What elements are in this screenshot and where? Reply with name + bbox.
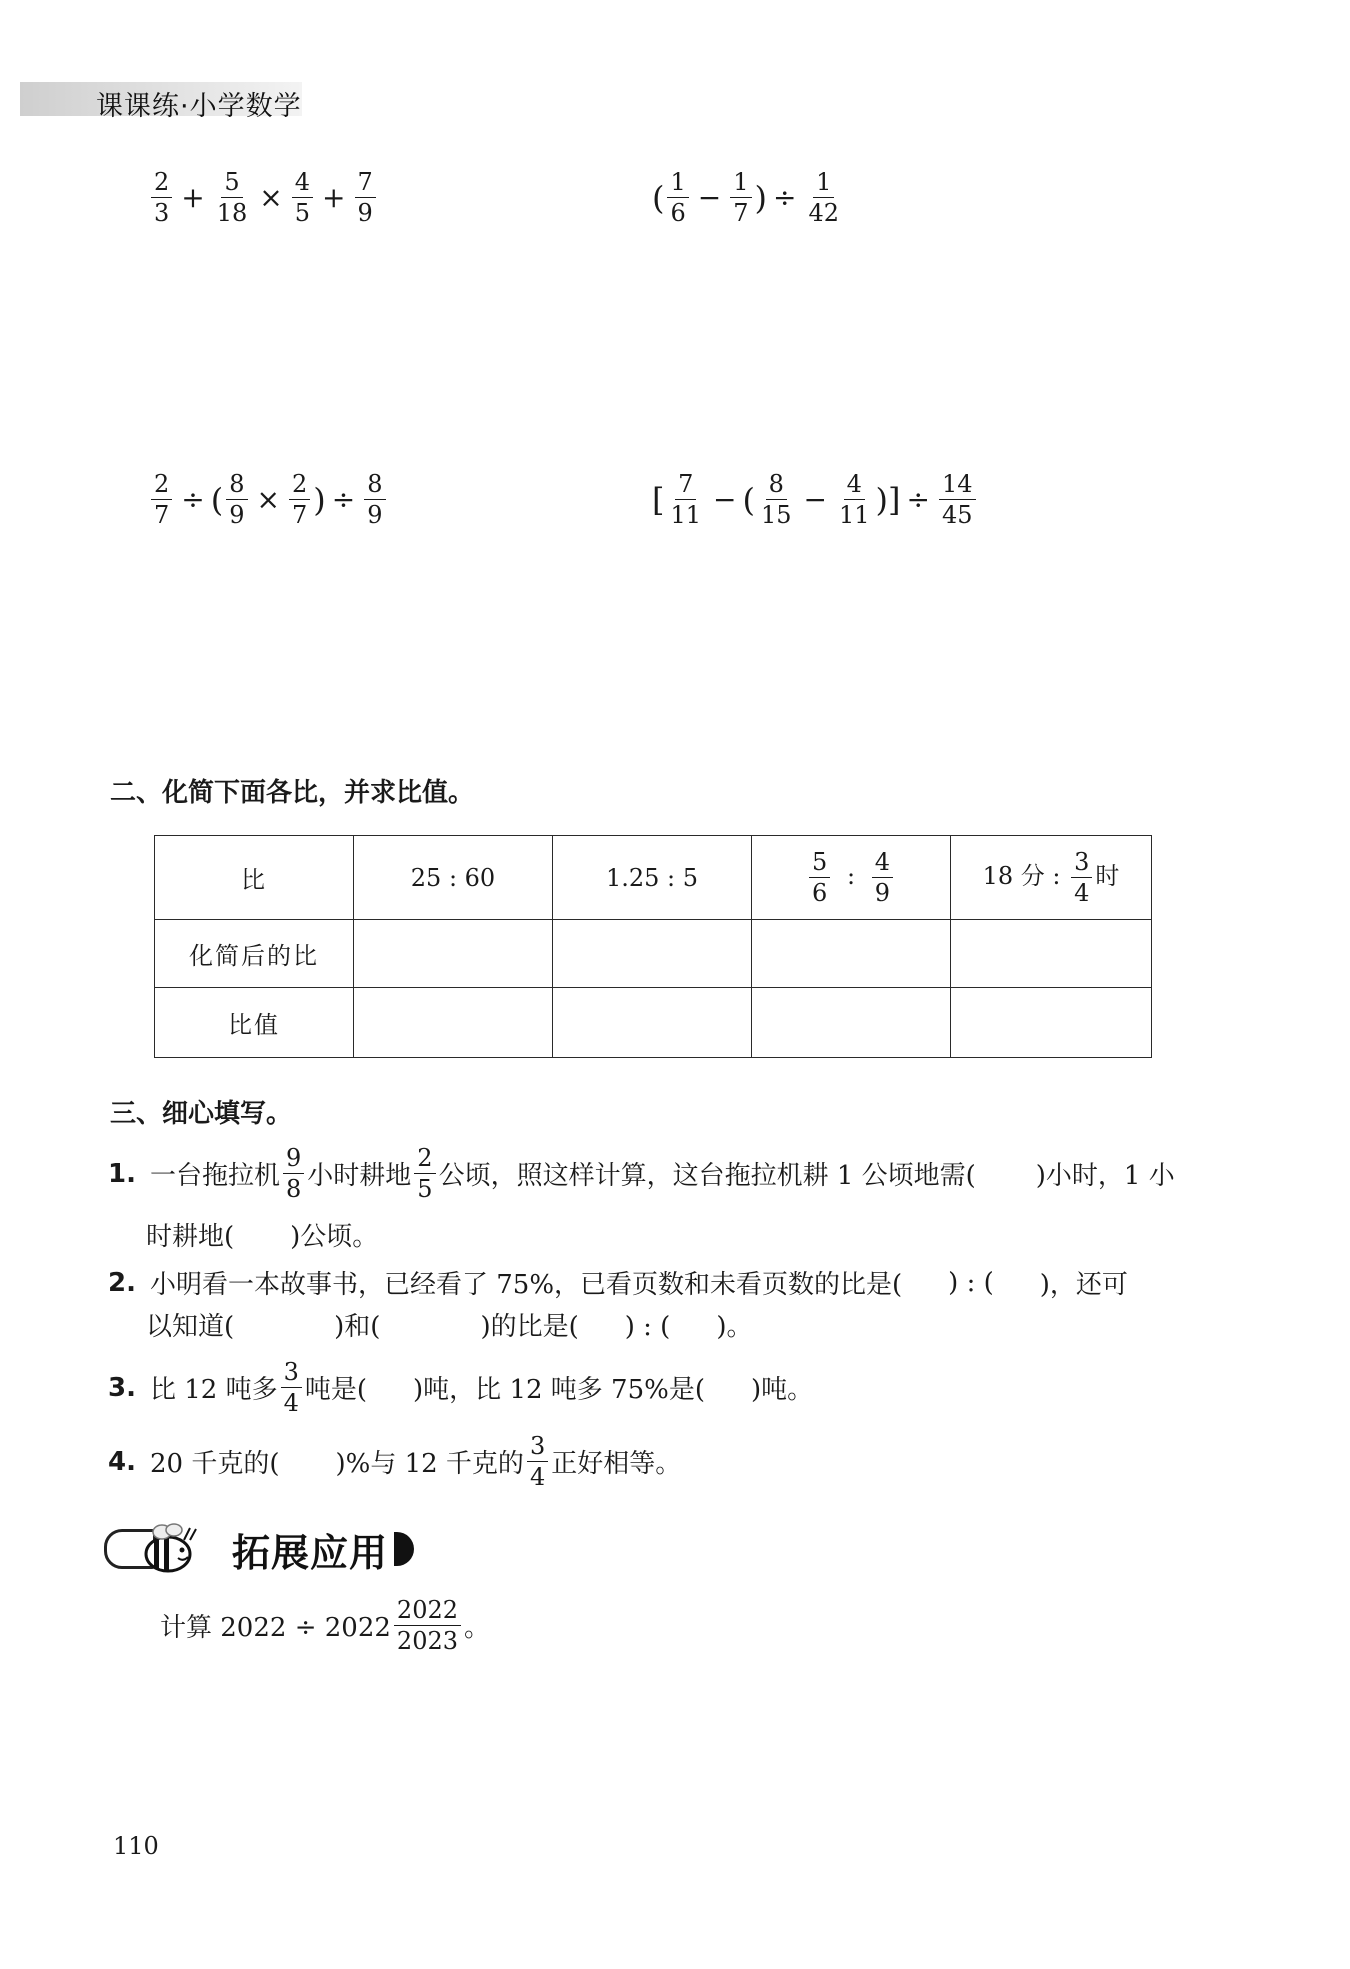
- cell-ratio-3: $\frac{5}{6}$ : $\frac{4}{9}$: [752, 836, 951, 920]
- row-label-ratio: 比: [155, 836, 354, 920]
- section-2-title: 二、化简下面各比，并求比值。: [110, 778, 475, 808]
- bee-icon: [138, 1520, 202, 1578]
- fraction: $\frac{7}{9}$: [355, 170, 376, 225]
- cell-ratio-1: 25 : 60: [354, 836, 553, 920]
- section-3-title: 三、细心填写。: [110, 1099, 293, 1129]
- expression-1: $\frac{2}{3}$ + $\frac{5}{18}$ × $\frac{4}{5}$ + $\frac{7}{9}$: [148, 170, 379, 225]
- header-title: 课课练·小学数学: [96, 91, 302, 122]
- fraction: $\frac{7}{11}$: [670, 470, 702, 529]
- cell-ratio-4: 18 分 : $\frac{3}{4}$ 时: [951, 836, 1152, 920]
- row-label-simplified: 化简后的比: [155, 920, 354, 988]
- answer-cell[interactable]: [752, 920, 951, 988]
- fraction: $\frac{5}{18}$: [216, 168, 248, 227]
- answer-cell[interactable]: [951, 988, 1152, 1058]
- question-1: 1. 一台拖拉机 $\frac{9}{8}$ 小时耕地 $\frac{2}{5}$ 公顷，照这样计算，这台拖拉机耕 1 公顷地需( )小时，1 小: [108, 1144, 1175, 1203]
- expression-4: [ $\frac{7}{11}$ − ( $\frac{8}{15}$ − $\frac{4}{11}$ ) ] ÷ $\frac{14}{45}$: [652, 472, 979, 527]
- question-2: 2. 小明看一本故事书，已经看了 75%，已看页数和未看页数的比是( ) : ( )，还可: [108, 1267, 1128, 1300]
- question-4: 4. 20 千克的( )%与 12 千克的 $\frac{3}{4}$ 正好相等。: [108, 1432, 682, 1491]
- table-row: [155, 836, 1152, 920]
- extension-banner: [104, 1520, 414, 1578]
- question-1-line-2: 时耕地( )公顷。: [146, 1222, 379, 1252]
- expression-3: $\frac{2}{7}$ ÷ ( $\frac{8}{9}$ × $\frac{2}{7}$ ) ÷ $\frac{8}{9}$: [148, 472, 389, 527]
- fraction: $\frac{2}{3}$: [151, 170, 172, 225]
- answer-cell[interactable]: [951, 920, 1152, 988]
- fraction: $\frac{4}{11}$: [839, 470, 870, 529]
- cell-ratio-2: 1.25 : 5: [553, 836, 752, 920]
- table-row: [155, 920, 1152, 988]
- answer-cell[interactable]: [553, 988, 752, 1058]
- page-number: 110: [113, 1832, 159, 1860]
- fraction: $\frac{8}{9}$: [226, 472, 247, 527]
- ratio-table: [154, 835, 1152, 1058]
- answer-cell[interactable]: [752, 988, 951, 1058]
- table-row: [155, 988, 1152, 1058]
- fraction: $\frac{1}{7}$: [730, 170, 751, 225]
- extension-title: 拓展应用: [232, 1530, 389, 1575]
- question-2-line-2: 以知道( )和( )的比是( ) : ( )。: [146, 1312, 753, 1342]
- fraction: $\frac{1}{6}$: [667, 170, 688, 225]
- answer-cell[interactable]: [354, 988, 553, 1058]
- fraction: $\frac{1}{42}$: [808, 168, 840, 227]
- expression-2: ( $\frac{1}{6}$ − $\frac{1}{7}$ ) ÷ $\frac{1}{42}$: [652, 170, 845, 225]
- row-label-value: 比值: [155, 988, 354, 1058]
- question-3: 3. 比 12 吨多 $\frac{3}{4}$ 吨是( )吨，比 12 吨多 75%是( )吨。: [108, 1358, 814, 1417]
- fraction: $\frac{8}{9}$: [364, 472, 385, 527]
- fraction: $\frac{14}{45}$: [939, 472, 976, 527]
- answer-cell[interactable]: [354, 920, 553, 988]
- fraction: $\frac{8}{15}$: [760, 470, 792, 529]
- banner-tail-icon: [394, 1532, 414, 1566]
- answer-cell[interactable]: [553, 920, 752, 988]
- fraction: $\frac{2}{7}$: [151, 472, 172, 527]
- extension-problem: 计算 2022 ÷ 2022 $\frac{2022}{2023}$ 。: [160, 1596, 491, 1655]
- fraction: $\frac{4}{5}$: [292, 170, 313, 225]
- fraction: $\frac{2}{7}$: [289, 472, 310, 527]
